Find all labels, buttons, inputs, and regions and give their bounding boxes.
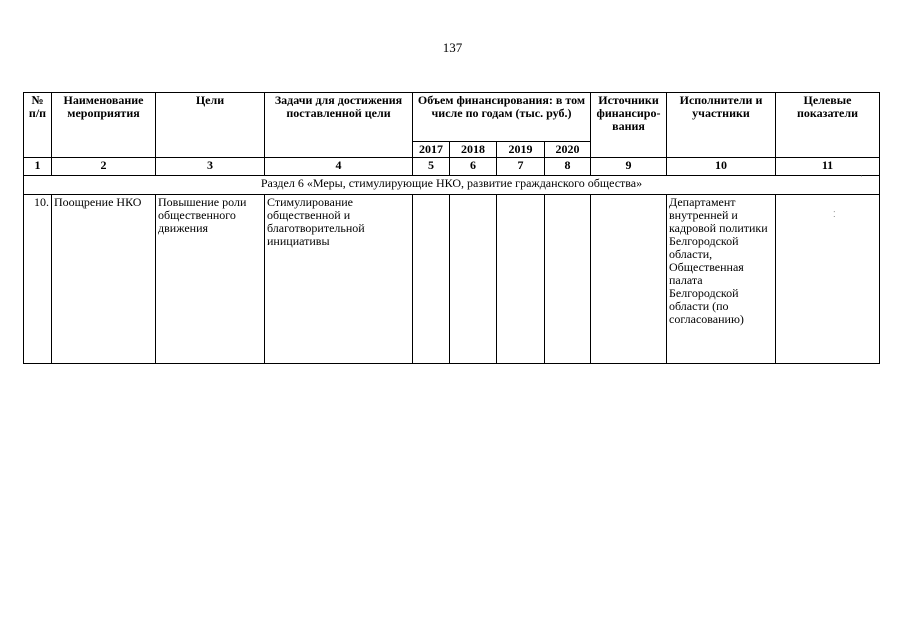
header-year: 2019: [497, 142, 545, 158]
row-name: Поощрение НКО: [52, 195, 156, 364]
header-num: № п/п: [24, 93, 52, 158]
column-number: 5: [413, 158, 450, 176]
row-funding-2019: [497, 195, 545, 364]
row-tasks: Стимулирование общественной и благотворительной инициативы: [265, 195, 413, 364]
header-executors: Исполнители и участники: [667, 93, 776, 158]
row-sources: [591, 195, 667, 364]
scan-speck: ·: [860, 172, 863, 181]
column-number: 10: [667, 158, 776, 176]
column-number: 3: [156, 158, 265, 176]
row-funding-2020: [545, 195, 591, 364]
column-number: 8: [545, 158, 591, 176]
table-row: [24, 195, 880, 364]
header-year: 2017: [413, 142, 450, 158]
header-sources: Источники финансиро-вания: [591, 93, 667, 158]
column-number: 1: [24, 158, 52, 176]
header-indicators: Целевые показатели: [776, 93, 880, 158]
header-year: 2018: [450, 142, 497, 158]
row-number: 10.: [24, 195, 52, 364]
row-funding-2017: [413, 195, 450, 364]
column-number: 6: [450, 158, 497, 176]
section-title: Раздел 6 «Меры, стимулирующие НКО, развитие гражданского общества»: [24, 176, 880, 195]
page-number: 137: [442, 40, 463, 55]
row-funding-2018: [450, 195, 497, 364]
header-row: [24, 93, 880, 142]
section-row: [24, 176, 880, 195]
row-executors: Департамент внутренней и кадровой политики Белгородской области, Общественная палата Белгородской области (по согласованию): [667, 195, 776, 364]
row-indicators: [776, 195, 880, 364]
column-number: 11: [776, 158, 880, 176]
column-numbers-row: [24, 158, 880, 176]
row-goals: Повышение роли общественного движения: [156, 195, 265, 364]
header-name: Наименование мероприятия: [52, 93, 156, 158]
column-number: 2: [52, 158, 156, 176]
scan-speck: ⁚: [833, 210, 836, 219]
column-number: 4: [265, 158, 413, 176]
header-goals: Цели: [156, 93, 265, 158]
column-number: 7: [497, 158, 545, 176]
header-funding: Объем финансирования: в том числе по годам (тыс. руб.): [413, 93, 591, 142]
column-number: 9: [591, 158, 667, 176]
header-year: 2020: [545, 142, 591, 158]
funding-plan-table: [23, 92, 880, 364]
header-tasks: Задачи для достижения поставленной цели: [265, 93, 413, 158]
